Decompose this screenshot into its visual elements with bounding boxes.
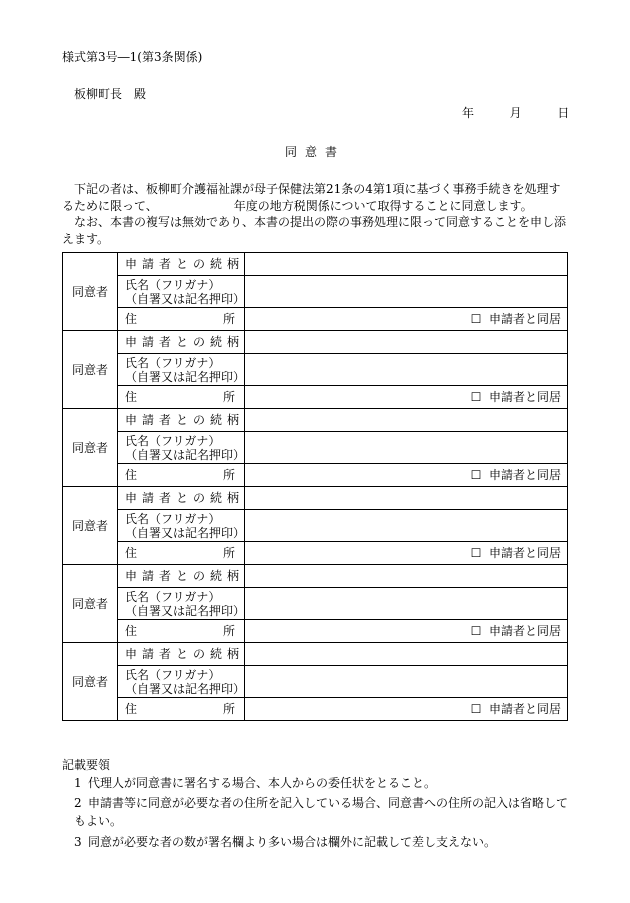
name-label-line2: （自署又は記名押印）	[125, 603, 246, 618]
relation-label	[118, 331, 245, 354]
name-label-line1: 氏名（フリガナ）	[125, 589, 221, 604]
address-row	[63, 464, 568, 487]
address-row	[63, 542, 568, 565]
name-label-line2: （自署又は記名押印）	[125, 525, 246, 540]
relation-label	[118, 409, 245, 432]
address-field[interactable]	[245, 542, 568, 565]
cohabit-label: 申請者と同居	[488, 390, 561, 404]
cohabit-label: 申請者と同居	[488, 702, 561, 716]
relation-label	[118, 487, 245, 510]
note-text: 申請書等に同意が必要な者の住所を記入している場合、同意書への住所の記入は省略して	[88, 796, 569, 810]
note-text-continued: もよい。	[74, 814, 123, 828]
cohabit-checkbox[interactable]: ☐	[470, 546, 482, 560]
address-label-a: 住	[125, 390, 138, 404]
relation-row	[63, 643, 568, 666]
address-label	[118, 542, 245, 565]
date-year-label: 年	[462, 106, 475, 120]
relation-row	[63, 253, 568, 276]
consenter-label: 同意者	[63, 409, 118, 487]
relation-row	[63, 409, 568, 432]
address-label-b: 所	[222, 390, 235, 404]
consenter-label: 同意者	[63, 565, 118, 643]
relation-row	[63, 487, 568, 510]
relation-field[interactable]	[245, 253, 568, 276]
address-label	[118, 464, 245, 487]
name-label	[118, 510, 245, 542]
address-label-b: 所	[222, 546, 235, 560]
name-label-line2: （自署又は記名押印）	[125, 681, 246, 696]
cohabit-checkbox[interactable]: ☐	[470, 312, 482, 326]
name-label-line1: 氏名（フリガナ）	[125, 511, 221, 526]
consent-table	[62, 252, 568, 721]
note-item	[62, 794, 572, 830]
relation-field[interactable]	[245, 565, 568, 588]
name-label-line1: 氏名（フリガナ）	[125, 277, 221, 292]
relation-label-text: 申請者との続柄	[125, 335, 245, 349]
note-item	[62, 774, 572, 792]
address-label	[118, 386, 245, 409]
relation-label-text: 申請者との続柄	[125, 647, 245, 661]
name-field[interactable]	[245, 510, 568, 542]
note-number: 2	[74, 796, 82, 810]
address-label-b: 所	[222, 702, 235, 716]
name-field[interactable]	[245, 432, 568, 464]
relation-label	[118, 253, 245, 276]
address-field[interactable]	[245, 620, 568, 643]
consent-paragraph-part1: 下記の者は、板柳町介護福祉課が母子保健法第21条の4第1項に基づく事務手続きを処理するために限って、	[62, 182, 561, 213]
note-text: 同意が必要な者の数が署名欄より多い場合は欄外に記載して差し支えない。	[88, 835, 497, 849]
relation-field[interactable]	[245, 331, 568, 354]
address-row	[63, 308, 568, 331]
note-number: 3	[74, 835, 82, 849]
address-row	[63, 620, 568, 643]
consent-paragraph	[62, 181, 568, 214]
note-number: 1	[74, 776, 82, 790]
relation-label	[118, 565, 245, 588]
address-row	[63, 386, 568, 409]
cohabit-label: 申請者と同居	[488, 468, 561, 482]
note-text: 代理人が同意書に署名する場合、本人からの委任状をとること。	[88, 776, 437, 790]
address-field[interactable]	[245, 698, 568, 721]
name-label	[118, 666, 245, 698]
address-label-a: 住	[125, 624, 138, 638]
name-row	[63, 666, 568, 698]
date-day-label: 日	[557, 106, 570, 120]
cohabit-label: 申請者と同居	[488, 546, 561, 560]
date-line	[462, 106, 569, 120]
document-title: 同意書	[284, 145, 345, 159]
date-month-label: 月	[509, 106, 522, 120]
name-row	[63, 354, 568, 386]
relation-row	[63, 331, 568, 354]
relation-label-text: 申請者との続柄	[125, 413, 245, 427]
cohabit-checkbox[interactable]: ☐	[470, 624, 482, 638]
addressee: 板柳町長 殿	[74, 87, 147, 101]
address-row	[63, 698, 568, 721]
consenter-label: 同意者	[63, 253, 118, 331]
consenter-label: 同意者	[63, 331, 118, 409]
relation-label	[118, 643, 245, 666]
name-label	[118, 432, 245, 464]
notes-heading: 記載要領	[62, 758, 111, 772]
relation-field[interactable]	[245, 487, 568, 510]
address-label-a: 住	[125, 468, 138, 482]
note-item	[62, 833, 572, 851]
address-label	[118, 620, 245, 643]
address-label-a: 住	[125, 312, 138, 326]
relation-field[interactable]	[245, 643, 568, 666]
name-label	[118, 354, 245, 386]
name-field[interactable]	[245, 354, 568, 386]
name-field[interactable]	[245, 588, 568, 620]
address-label	[118, 308, 245, 331]
relation-label-text: 申請者との続柄	[125, 569, 245, 583]
copy-invalid-paragraph: なお、本書の複写は無効であり、本書の提出の際の事務処理に限って同意することを申し添えます。	[62, 215, 567, 246]
consenter-label: 同意者	[63, 643, 118, 721]
cohabit-checkbox[interactable]: ☐	[470, 468, 482, 482]
name-label	[118, 588, 245, 620]
name-label	[118, 276, 245, 308]
name-row	[63, 588, 568, 620]
name-label-line1: 氏名（フリガナ）	[125, 355, 221, 370]
name-label-line1: 氏名（フリガナ）	[125, 667, 221, 682]
cohabit-label: 申請者と同居	[488, 624, 561, 638]
name-row	[63, 276, 568, 308]
cohabit-checkbox[interactable]: ☐	[470, 702, 482, 716]
relation-field[interactable]	[245, 409, 568, 432]
name-row	[63, 510, 568, 542]
name-label-line1: 氏名（フリガナ）	[125, 433, 221, 448]
address-field[interactable]	[245, 308, 568, 331]
relation-label-text: 申請者との続柄	[125, 491, 245, 505]
address-label-a: 住	[125, 546, 138, 560]
address-label-b: 所	[222, 624, 235, 638]
address-field[interactable]	[245, 386, 568, 409]
address-label-b: 所	[222, 312, 235, 326]
consenter-label: 同意者	[63, 487, 118, 565]
name-label-line2: （自署又は記名押印）	[125, 291, 246, 306]
address-field[interactable]	[245, 464, 568, 487]
cohabit-label: 申請者と同居	[488, 312, 561, 326]
address-label	[118, 698, 245, 721]
relation-row	[63, 565, 568, 588]
relation-label-text: 申請者との続柄	[125, 257, 245, 271]
name-field[interactable]	[245, 276, 568, 308]
name-label-line2: （自署又は記名押印）	[125, 447, 246, 462]
address-label-a: 住	[125, 702, 138, 716]
cohabit-checkbox[interactable]: ☐	[470, 390, 482, 404]
name-field[interactable]	[245, 666, 568, 698]
address-label-b: 所	[222, 468, 235, 482]
consent-paragraph-part2: 年度の地方税関係について取得することに同意します。	[233, 198, 533, 213]
form-number: 様式第3号―1(第3条関係)	[62, 50, 203, 64]
name-label-line2: （自署又は記名押印）	[125, 369, 246, 384]
name-row	[63, 432, 568, 464]
